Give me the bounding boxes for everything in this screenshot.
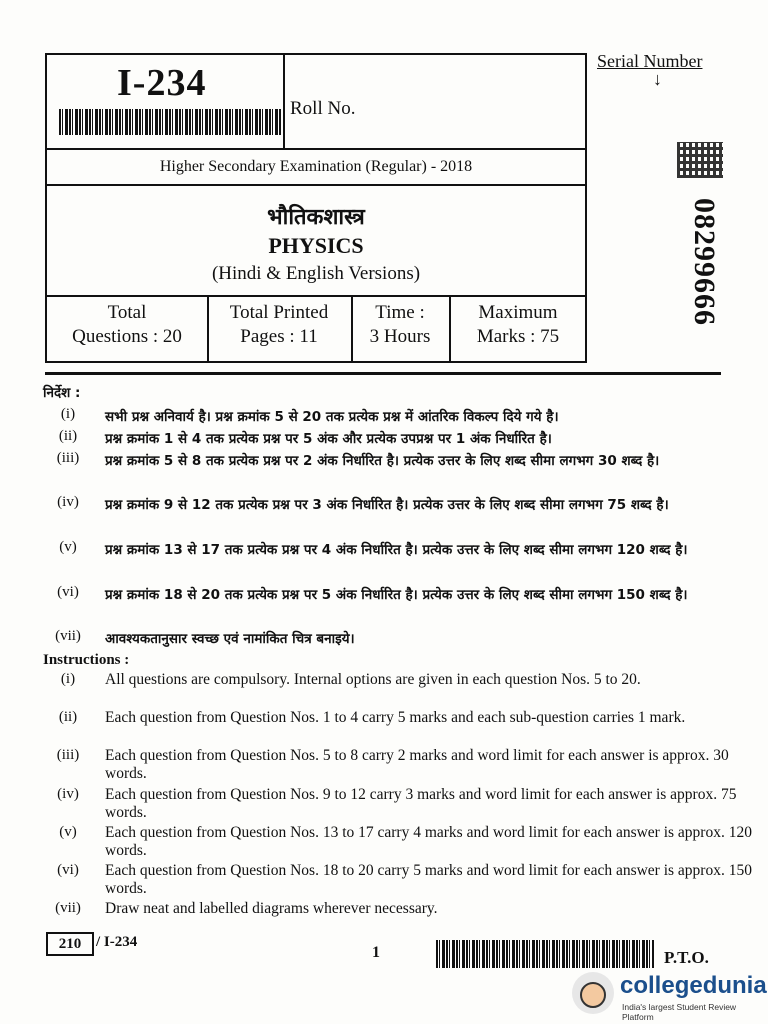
serial-number-label: Serial Number — [597, 51, 703, 71]
item-number: (iii) — [56, 747, 80, 763]
item-text: Each question from Question Nos. 1 to 4 carry 5 marks and each sub-question carries 1 mark. — [105, 709, 686, 726]
item-number: (vi) — [57, 862, 79, 878]
item-number: (vi) — [57, 584, 79, 600]
item-text: Each question from Question Nos. 5 to 8 carry 2 marks and word limit for each answer is approx. 30 words. — [105, 747, 729, 782]
item-number: (v) — [59, 539, 77, 555]
logo-brand: collegedunia — [620, 972, 767, 999]
barcode-icon — [59, 109, 281, 135]
item-text: Each question from Question Nos. 18 to 20 carry 5 marks and word limit for each answer is approx. 150 words. — [105, 862, 752, 897]
item-number: (i) — [60, 671, 76, 687]
mascot-icon — [572, 972, 614, 1014]
item-number: (v) — [59, 824, 77, 840]
item-number: (iii) — [56, 450, 80, 466]
time-cell — [353, 301, 447, 349]
item-number: (vii) — [55, 628, 81, 644]
marks-label: Maximum — [478, 302, 558, 323]
footer-code: / I-234 — [96, 934, 138, 950]
item-number: (iv) — [57, 786, 79, 802]
total-questions-value: Questions : 20 — [72, 326, 182, 347]
marks-cell — [451, 301, 585, 349]
footer-box-number: 210 — [46, 932, 94, 956]
item-text: आवश्यकतानुसार स्वच्छ एवं नामांकित चित्र बनाइये। — [105, 631, 355, 647]
item-text: प्रश्न क्रमांक 18 से 20 तक प्रत्येक प्रश्न पर 5 अंक निर्धारित है। प्रत्येक उत्तर के लिए शब्द सीमा लगभग 150 शब्द है। — [105, 587, 688, 603]
total-pages-label: Total Printed — [229, 302, 329, 323]
versions-note: (Hindi & English Versions) — [211, 263, 421, 284]
item-number: (iv) — [57, 494, 79, 510]
item-number: (i) — [60, 406, 76, 422]
collegedunia-logo — [572, 970, 767, 1022]
arrow-down-icon: ↓ — [653, 69, 662, 89]
item-text: All questions are compulsory. Internal options are given in each question Nos. 5 to 20. — [105, 671, 641, 688]
item-text: प्रश्न क्रमांक 9 से 12 तक प्रत्येक प्रश्न पर 3 अंक निर्धारित है। प्रत्येक उत्तर के लिए शब्द सीमा लगभग 75 शब्द है। — [105, 497, 669, 513]
subject-hindi: भौतिकशास्त्र — [267, 205, 365, 230]
roll-no-label: Roll No. — [290, 98, 356, 119]
marks-value: Marks : 75 — [476, 326, 560, 347]
item-text: Each question from Question Nos. 13 to 17 carry 4 marks and word limit for each answer is approx. 120 words. — [105, 824, 752, 859]
item-text: सभी प्रश्न अनिवार्य है। प्रश्न क्रमांक 5 से 20 तक प्रत्येक प्रश्न में आंतरिक विकल्प दिये गये है। — [105, 409, 559, 425]
total-questions-cell — [49, 301, 205, 349]
logo-tagline: India's largest Student Review Platform — [622, 1002, 737, 1022]
time-value: 3 Hours — [369, 326, 431, 347]
english-instructions-heading: Instructions : — [43, 652, 130, 668]
pto-label: P.T.O. — [664, 948, 709, 967]
item-text: प्रश्न क्रमांक 1 से 4 तक प्रत्येक प्रश्न पर 5 अंक और प्रत्येक उपप्रश्न पर 1 अंक निर्धारित है। — [105, 431, 552, 447]
item-text: प्रश्न क्रमांक 13 से 17 तक प्रत्येक प्रश्न पर 4 अंक निर्धारित है। प्रत्येक उत्तर के लिए शब्द सीमा लगभग 120 शब्द है। — [105, 542, 688, 558]
item-number: (ii) — [58, 709, 78, 725]
hindi-instructions-heading: निर्देश : — [43, 385, 81, 401]
header-box — [45, 53, 587, 363]
item-text: Draw neat and labelled diagrams wherever necessary. — [105, 900, 438, 917]
item-number: (ii) — [58, 428, 78, 444]
item-text: प्रश्न क्रमांक 5 से 8 तक प्रत्येक प्रश्न पर 2 अंक निर्धारित है। प्रत्येक उत्तर के लिए शब्द सीमा लगभग 30 शब्द है। — [105, 453, 660, 469]
total-pages-cell — [209, 301, 349, 349]
footer-barcode-icon — [436, 940, 654, 968]
serial-number-value: 08299666 — [688, 198, 721, 326]
divider — [45, 372, 721, 375]
total-questions-label: Total — [107, 302, 147, 323]
exam-title: Higher Secondary Examination (Regular) - 2018 — [159, 158, 473, 175]
time-label: Time : — [375, 302, 425, 323]
qr-code-icon — [677, 142, 723, 178]
item-text: Each question from Question Nos. 9 to 12 carry 3 marks and word limit for each answer is approx. 75 words. — [105, 786, 737, 821]
item-number: (vii) — [55, 900, 81, 916]
total-pages-value: Pages : 11 — [240, 326, 318, 347]
subject-english: PHYSICS — [268, 233, 364, 258]
paper-code: I-234 — [117, 62, 207, 104]
page-number: 1 — [372, 944, 380, 961]
